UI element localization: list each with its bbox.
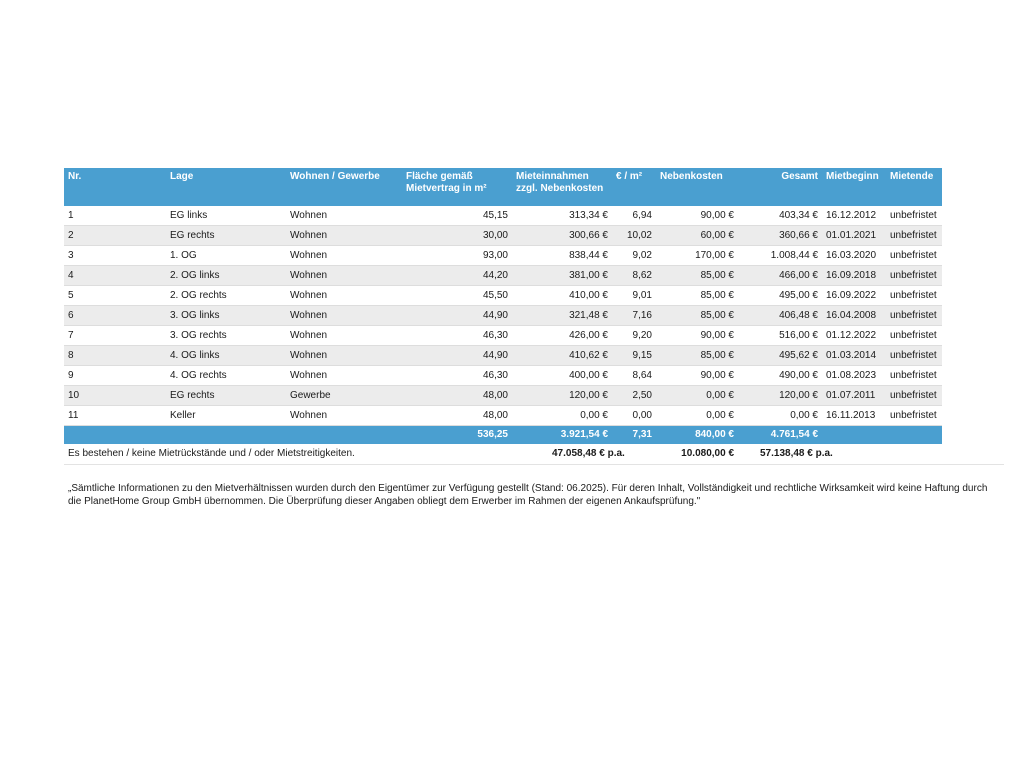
- cell-nr: 4: [64, 266, 166, 286]
- cell-nutzung: Wohnen: [286, 286, 402, 306]
- cell-mietende: unbefristet: [886, 206, 942, 226]
- cell-nutzung: Wohnen: [286, 346, 402, 366]
- cell-flaeche: 44,90: [402, 306, 512, 326]
- cell-qm: 10,02: [612, 226, 656, 246]
- cell-nutzung: Gewerbe: [286, 386, 402, 406]
- header-nr: Nr.: [64, 168, 166, 206]
- summary-note: Es bestehen / keine Mietrückstände und / oder Mietstreitigkeiten.: [68, 448, 355, 459]
- cell-qm: 2,50: [612, 386, 656, 406]
- cell-mietende: unbefristet: [886, 266, 942, 286]
- cell-lage: 2. OG links: [166, 266, 286, 286]
- cell-flaeche: 46,30: [402, 366, 512, 386]
- totals-empty: [64, 426, 166, 445]
- cell-nebenkosten: 85,00 €: [656, 266, 738, 286]
- cell-lage: 1. OG: [166, 246, 286, 266]
- cell-mietende: unbefristet: [886, 366, 942, 386]
- cell-mietbeginn: 16.09.2018: [822, 266, 886, 286]
- cell-mietbeginn: 16.03.2020: [822, 246, 886, 266]
- header-mietbeginn: Mietbeginn: [822, 168, 886, 206]
- cell-nebenkosten: 85,00 €: [656, 286, 738, 306]
- table-row: [64, 306, 942, 326]
- cell-gesamt: 495,00 €: [738, 286, 822, 306]
- cell-lage: EG links: [166, 206, 286, 226]
- cell-qm: 9,15: [612, 346, 656, 366]
- cell-nebenkosten: 60,00 €: [656, 226, 738, 246]
- cell-nr: 5: [64, 286, 166, 306]
- cell-miete: 410,62 €: [512, 346, 612, 366]
- table-row: [64, 386, 942, 406]
- cell-nr: 1: [64, 206, 166, 226]
- total-gesamt: 4.761,54 €: [738, 426, 822, 445]
- cell-miete: 120,00 €: [512, 386, 612, 406]
- total-flaeche: 536,25: [402, 426, 512, 445]
- table-row: [64, 366, 942, 386]
- cell-nebenkosten: 90,00 €: [656, 366, 738, 386]
- cell-mietbeginn: 16.09.2022: [822, 286, 886, 306]
- totals-empty: [886, 426, 942, 445]
- cell-qm: 6,94: [612, 206, 656, 226]
- summary-miete-pa: 47.058,48 € p.a.: [552, 448, 625, 459]
- cell-miete: 838,44 €: [512, 246, 612, 266]
- cell-flaeche: 44,90: [402, 346, 512, 366]
- cell-nutzung: Wohnen: [286, 266, 402, 286]
- cell-miete: 410,00 €: [512, 286, 612, 306]
- header-nutzung: Wohnen / Gewerbe: [286, 168, 402, 206]
- cell-mietbeginn: 01.03.2014: [822, 346, 886, 366]
- cell-flaeche: 93,00: [402, 246, 512, 266]
- summary-gesamt-pa: 57.138,48 € p.a.: [760, 448, 833, 459]
- total-miete: 3.921,54 €: [512, 426, 612, 445]
- cell-lage: 4. OG links: [166, 346, 286, 366]
- cell-lage: 3. OG links: [166, 306, 286, 326]
- cell-lage: Keller: [166, 406, 286, 426]
- cell-mietende: unbefristet: [886, 286, 942, 306]
- cell-qm: 0,00: [612, 406, 656, 426]
- cell-nebenkosten: 0,00 €: [656, 386, 738, 406]
- cell-qm: 7,16: [612, 306, 656, 326]
- totals-empty: [286, 426, 402, 445]
- cell-mietende: unbefristet: [886, 406, 942, 426]
- cell-nr: 6: [64, 306, 166, 326]
- cell-nr: 11: [64, 406, 166, 426]
- header-nebenkosten: Nebenkosten: [656, 168, 738, 206]
- cell-mietende: unbefristet: [886, 246, 942, 266]
- cell-nutzung: Wohnen: [286, 306, 402, 326]
- cell-lage: EG rechts: [166, 386, 286, 406]
- cell-qm: 9,01: [612, 286, 656, 306]
- cell-mietende: unbefristet: [886, 306, 942, 326]
- cell-gesamt: 406,48 €: [738, 306, 822, 326]
- cell-mietende: unbefristet: [886, 386, 942, 406]
- cell-nutzung: Wohnen: [286, 206, 402, 226]
- cell-miete: 381,00 €: [512, 266, 612, 286]
- cell-lage: 4. OG rechts: [166, 366, 286, 386]
- header-lage: Lage: [166, 168, 286, 206]
- cell-nr: 8: [64, 346, 166, 366]
- header-qm: € / m²: [612, 168, 656, 206]
- cell-qm: 9,02: [612, 246, 656, 266]
- cell-miete: 321,48 €: [512, 306, 612, 326]
- summary-empty: [886, 444, 942, 464]
- cell-gesamt: 490,00 €: [738, 366, 822, 386]
- rent-roll-table: [64, 168, 942, 464]
- total-qm: 7,31: [612, 426, 656, 445]
- cell-gesamt: 516,00 €: [738, 326, 822, 346]
- cell-nebenkosten: 0,00 €: [656, 406, 738, 426]
- cell-nebenkosten: 90,00 €: [656, 206, 738, 226]
- table-row: [64, 206, 942, 226]
- divider: [64, 464, 1004, 465]
- cell-flaeche: 44,20: [402, 266, 512, 286]
- summary-row: [64, 444, 942, 464]
- cell-mietbeginn: 16.04.2008: [822, 306, 886, 326]
- table-row: [64, 346, 942, 366]
- cell-gesamt: 466,00 €: [738, 266, 822, 286]
- cell-mietbeginn: 01.01.2021: [822, 226, 886, 246]
- cell-flaeche: 48,00: [402, 386, 512, 406]
- cell-mietbeginn: 01.12.2022: [822, 326, 886, 346]
- cell-miete: 426,00 €: [512, 326, 612, 346]
- cell-flaeche: 46,30: [402, 326, 512, 346]
- cell-miete: 0,00 €: [512, 406, 612, 426]
- cell-nebenkosten: 85,00 €: [656, 306, 738, 326]
- cell-lage: 3. OG rechts: [166, 326, 286, 346]
- cell-lage: 2. OG rechts: [166, 286, 286, 306]
- cell-nr: 7: [64, 326, 166, 346]
- cell-gesamt: 0,00 €: [738, 406, 822, 426]
- header-flaeche: Fläche gemäß Mietvertrag in m²: [402, 168, 512, 206]
- cell-nebenkosten: 90,00 €: [656, 326, 738, 346]
- cell-nebenkosten: 85,00 €: [656, 346, 738, 366]
- table-row: [64, 226, 942, 246]
- cell-qm: 9,20: [612, 326, 656, 346]
- cell-flaeche: 45,15: [402, 206, 512, 226]
- cell-flaeche: 48,00: [402, 406, 512, 426]
- cell-nutzung: Wohnen: [286, 406, 402, 426]
- header-gesamt: Gesamt: [738, 168, 822, 206]
- cell-miete: 300,66 €: [512, 226, 612, 246]
- cell-nutzung: Wohnen: [286, 246, 402, 266]
- cell-qm: 8,64: [612, 366, 656, 386]
- cell-mietbeginn: 16.11.2013: [822, 406, 886, 426]
- cell-gesamt: 403,34 €: [738, 206, 822, 226]
- cell-nebenkosten: 170,00 €: [656, 246, 738, 266]
- cell-miete: 313,34 €: [512, 206, 612, 226]
- cell-miete: 400,00 €: [512, 366, 612, 386]
- cell-mietbeginn: 01.07.2011: [822, 386, 886, 406]
- cell-mietende: unbefristet: [886, 226, 942, 246]
- disclaimer-text: „Sämtliche Informationen zu den Mietverhältnissen wurden durch den Eigentümer zur Verfügung gestellt (Stand: 06.2025). Für deren Inhalt, Vollständigkeit und rechtliche Wirksamkeit wird keine Haftung durch die PlanetHome Group GmbH übernommen. Die Überprüfung dieser Angaben obliegt dem Erwerber im Rahmen der eigenen Ankaufsprüfung.": [68, 483, 988, 507]
- cell-mietende: unbefristet: [886, 346, 942, 366]
- header-row: [64, 168, 942, 206]
- cell-nr: 2: [64, 226, 166, 246]
- cell-nr: 9: [64, 366, 166, 386]
- cell-mietende: unbefristet: [886, 326, 942, 346]
- summary-nebenkosten-pa: 10.080,00 €: [681, 448, 734, 459]
- cell-gesamt: 1.008,44 €: [738, 246, 822, 266]
- cell-flaeche: 45,50: [402, 286, 512, 306]
- table-row: [64, 326, 942, 346]
- rent-roll-table-container: [64, 168, 942, 464]
- cell-mietbeginn: 01.08.2023: [822, 366, 886, 386]
- table-row: [64, 246, 942, 266]
- cell-flaeche: 30,00: [402, 226, 512, 246]
- cell-gesamt: 495,62 €: [738, 346, 822, 366]
- cell-gesamt: 360,66 €: [738, 226, 822, 246]
- cell-nutzung: Wohnen: [286, 226, 402, 246]
- cell-lage: EG rechts: [166, 226, 286, 246]
- cell-gesamt: 120,00 €: [738, 386, 822, 406]
- cell-nr: 10: [64, 386, 166, 406]
- table-row: [64, 406, 942, 426]
- cell-mietbeginn: 16.12.2012: [822, 206, 886, 226]
- header-mietende: Mietende: [886, 168, 942, 206]
- total-nebenkosten: 840,00 €: [656, 426, 738, 445]
- table-row: [64, 286, 942, 306]
- cell-nr: 3: [64, 246, 166, 266]
- cell-nutzung: Wohnen: [286, 366, 402, 386]
- header-mieteinnahmen: Mieteinnahmen zzgl. Nebenkosten: [512, 168, 612, 206]
- totals-row: [64, 426, 942, 445]
- totals-empty: [166, 426, 286, 445]
- totals-empty: [822, 426, 886, 445]
- table-row: [64, 266, 942, 286]
- cell-nutzung: Wohnen: [286, 326, 402, 346]
- cell-qm: 8,62: [612, 266, 656, 286]
